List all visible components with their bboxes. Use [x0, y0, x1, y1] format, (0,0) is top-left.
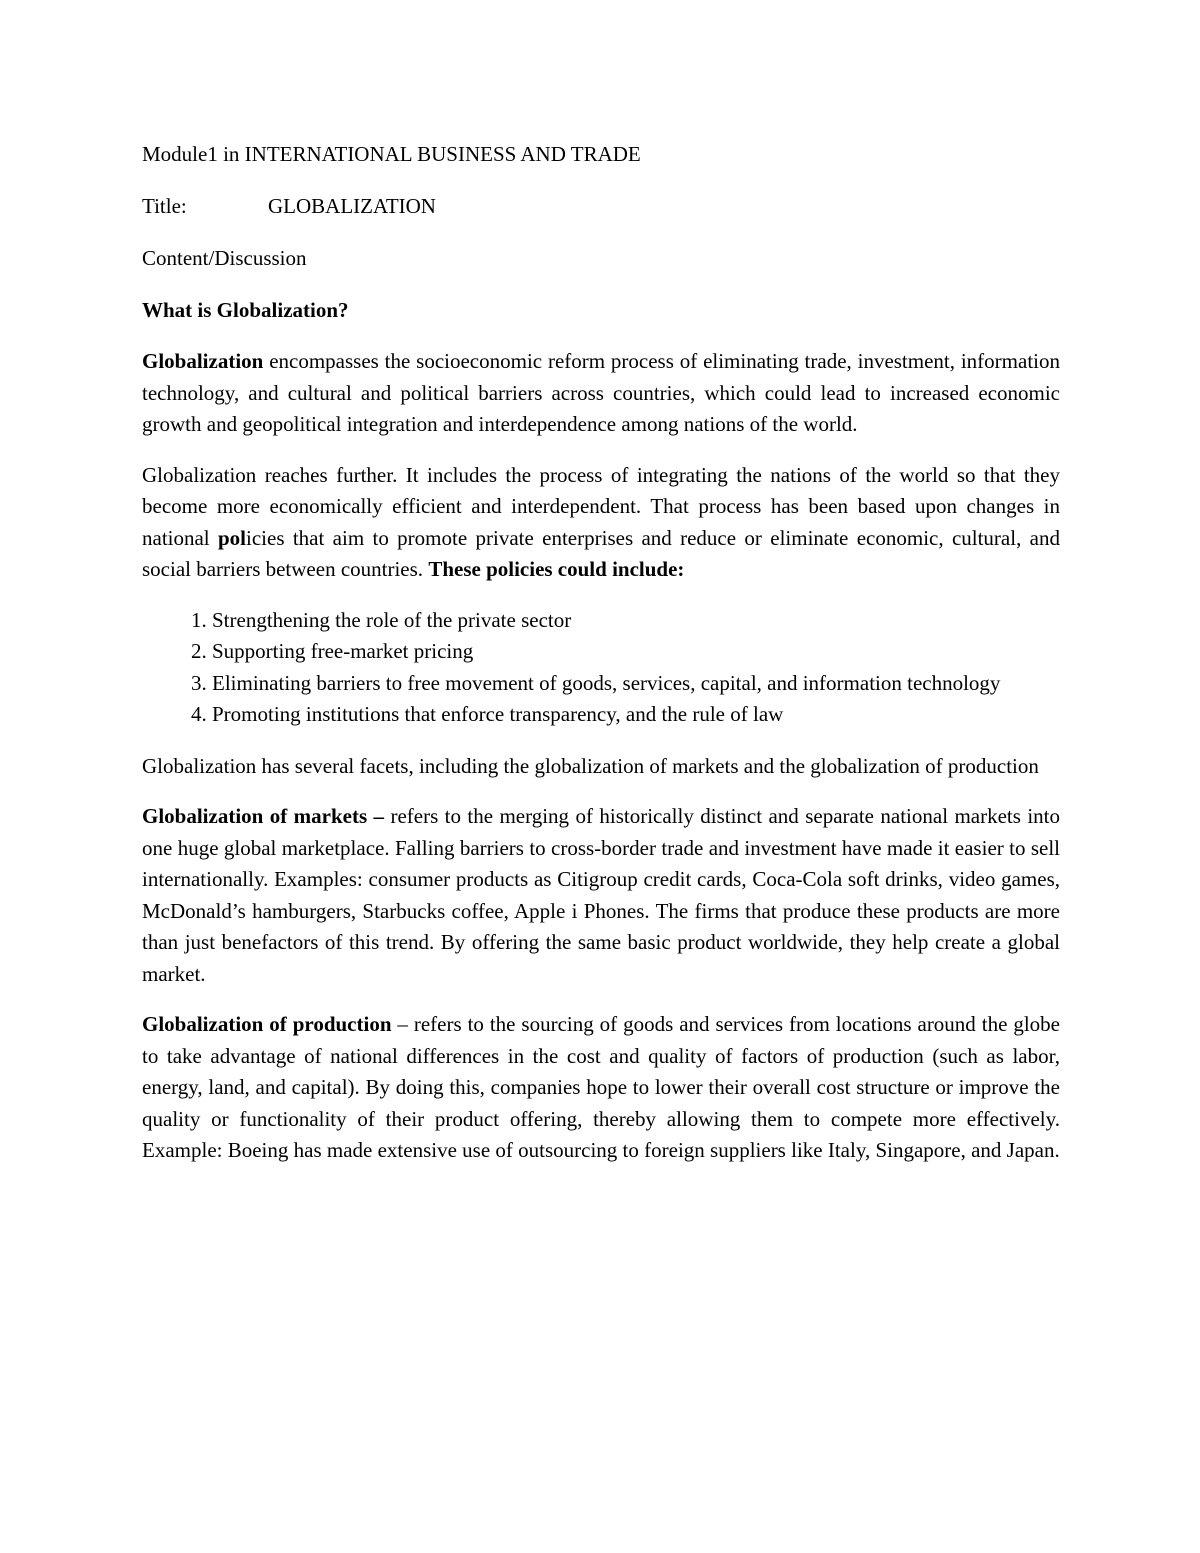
policies-list — [142, 605, 1060, 731]
paragraph-definition — [142, 346, 1060, 441]
markets-text: refers to the merging of historically distinct and separate national markets into one huge global marketplace. Falling barriers to cross-border trade and investment have made it easier to sell internationally. Examples: consumer products as Citigroup credit cards, Coca-Cola soft drinks, video games, McDonald’s hamburgers, Starbucks coffee, Apple i Phones. The firms that produce these products are more than just benefactors of this trend. By offering the same basic product worldwide, they help create a global market. — [142, 804, 1060, 986]
term-globalization: Globalization — [142, 349, 264, 373]
term-markets: Globalization of markets – — [142, 804, 385, 828]
paragraph-reaches-further — [142, 460, 1060, 586]
paragraph-markets — [142, 801, 1060, 990]
title-label: Title: — [142, 194, 187, 218]
title-value: GLOBALIZATION — [268, 194, 436, 218]
reaches-bold-b: These policies could include: — [428, 557, 685, 581]
reaches-text-b: icies that aim to promote private enterprises and reduce or eliminate economic, cultural, and social barriers between countries. — [142, 525, 1060, 581]
title-row — [142, 190, 1060, 222]
section-label: Content/Discussion — [142, 246, 307, 270]
list-item: 2. Supporting free-market pricing — [212, 636, 1060, 668]
reaches-text-a: Globalization reaches further. It includes the process of integrating the nations of the world so that they become more economically efficient and interdependent. That process has been based upon changes in national — [142, 462, 1060, 550]
term-production: Globalization of production — [142, 1012, 392, 1036]
paragraph-production — [142, 1009, 1060, 1167]
paragraph-facets: Globalization has several facets, including the globalization of markets and the globalization of production — [142, 753, 1039, 778]
question-heading: What is Globalization? — [142, 298, 349, 322]
list-item: 1. Strengthening the role of the private sector — [212, 605, 1060, 637]
reaches-bold-a: pol — [218, 525, 247, 550]
list-item: 3. Eliminating barriers to free movement of goods, services, capital, and information technology — [212, 668, 1060, 700]
list-item: 4. Promoting institutions that enforce transparency, and the rule of law — [212, 699, 1060, 731]
production-text: – refers to the sourcing of goods and services from locations around the globe to take advantage of national differences in the cost and quality of factors of production (such as labor, energy, land, and capital). By doing this, companies hope to lower their overall cost structure or improve the quality or functionality of their product offering, thereby allowing them to compete more effectively. Example: Boeing has made extensive use of outsourcing to foreign suppliers like Italy, Singapore, and Japan. — [142, 1012, 1060, 1162]
document-page — [142, 138, 1060, 1186]
definition-text: encompasses the socioeconomic reform process of eliminating trade, investment, information technology, and cultural and political barriers across countries, which could lead to increased economic growth and geopolitical integration and interdependence among nations of the world. — [142, 349, 1060, 436]
module-line: Module1 in INTERNATIONAL BUSINESS AND TRADE — [142, 142, 641, 166]
